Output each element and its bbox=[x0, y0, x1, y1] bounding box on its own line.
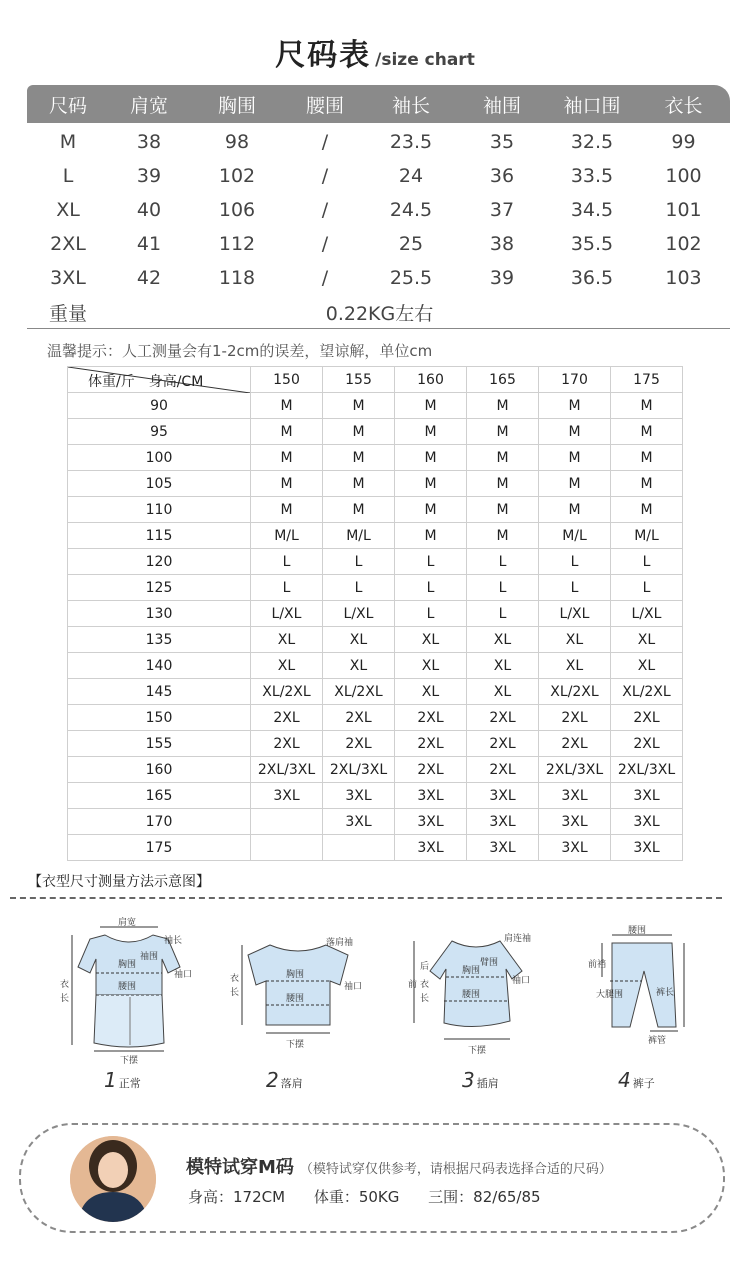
header-cell: 袖长 bbox=[391, 94, 430, 117]
model-title: 模特试穿M码 bbox=[186, 1157, 294, 1178]
size-suggestion-cell: M bbox=[251, 419, 323, 445]
size-suggestion-cell: 3XL bbox=[539, 809, 611, 835]
size-suggestion-cell: 3XL bbox=[611, 783, 683, 809]
size-suggestion-cell: 3XL bbox=[611, 835, 683, 861]
size-cell: 101 bbox=[665, 199, 702, 221]
size-suggestion-cell: XL bbox=[539, 627, 611, 653]
model-weight: 体重：50KG bbox=[313, 1188, 400, 1206]
size-suggestion-cell: 2XL bbox=[611, 705, 683, 731]
label-hem: 裤管 bbox=[648, 1036, 667, 1046]
figure-caption bbox=[618, 1068, 655, 1092]
recommend-row bbox=[68, 497, 683, 523]
size-suggestion-cell: XL bbox=[251, 627, 323, 653]
size-suggestion-cell: 3XL bbox=[611, 809, 683, 835]
size-suggestion-cell bbox=[251, 809, 323, 835]
size-suggestion-cell: 3XL bbox=[395, 835, 467, 861]
measurement-note: 温馨提示：人工测量会有1-2cm的误差，望谅解，单位cm bbox=[47, 342, 433, 360]
size-suggestion-cell: 2XL bbox=[539, 731, 611, 757]
size-suggestion-cell: L/XL bbox=[323, 601, 395, 627]
size-cell: / bbox=[321, 267, 329, 289]
size-suggestion-cell: M bbox=[395, 471, 467, 497]
size-suggestion-cell: L bbox=[395, 549, 467, 575]
size-suggestion-cell: M bbox=[323, 497, 395, 523]
figure-raglan bbox=[400, 915, 550, 1065]
size-suggestion-cell: L bbox=[251, 575, 323, 601]
height-cell: 165 bbox=[467, 367, 539, 393]
size-suggestion-cell bbox=[251, 835, 323, 861]
size-suggestion-cell: XL bbox=[395, 679, 467, 705]
size-suggestion-cell: XL bbox=[395, 653, 467, 679]
model-avatar bbox=[70, 1136, 156, 1222]
model-photo-icon bbox=[70, 1136, 156, 1222]
size-suggestion-cell: M bbox=[251, 497, 323, 523]
size-suggestion-cell: L bbox=[395, 575, 467, 601]
title-sub: /size chart bbox=[375, 50, 475, 70]
size-cell: 102 bbox=[665, 233, 702, 255]
size-suggestion-cell: L bbox=[467, 549, 539, 575]
size-suggestion-cell: M bbox=[467, 497, 539, 523]
weight-cell: 160 bbox=[68, 757, 251, 783]
figure-pants bbox=[588, 915, 698, 1065]
size-suggestion-cell: XL bbox=[611, 653, 683, 679]
size-suggestion-cell: M bbox=[467, 445, 539, 471]
label-length1: 衣 bbox=[60, 980, 70, 990]
size-suggestion-cell: M bbox=[539, 393, 611, 419]
label-length1: 衣 bbox=[230, 974, 240, 984]
size-cell: 41 bbox=[136, 233, 162, 255]
measure-section-title: 【衣型尺寸测量方法示意图】 bbox=[28, 874, 210, 890]
size-cell: XL bbox=[56, 199, 80, 221]
size-cell: 112 bbox=[218, 233, 256, 255]
size-suggestion-cell: 2XL bbox=[323, 731, 395, 757]
label-length1: 衣 bbox=[420, 980, 430, 990]
size-suggestion-cell: L bbox=[323, 549, 395, 575]
size-suggestion-cell: 2XL/3XL bbox=[611, 757, 683, 783]
label-waist: 腰围 bbox=[462, 990, 481, 1000]
size-suggestion-cell: M bbox=[611, 471, 683, 497]
label-cuff: 袖口 bbox=[174, 970, 193, 980]
recommend-row bbox=[68, 757, 683, 783]
model-measurements: 三围：82/65/85 bbox=[428, 1188, 541, 1206]
size-suggestion-cell: XL bbox=[611, 627, 683, 653]
size-suggestion-cell: M bbox=[395, 393, 467, 419]
size-suggestion-cell: 2XL bbox=[395, 705, 467, 731]
size-cell: 3XL bbox=[50, 267, 86, 289]
label-shoulder: 肩宽 bbox=[118, 918, 137, 928]
recommend-row bbox=[68, 419, 683, 445]
weight-label: 重量 bbox=[49, 303, 88, 325]
size-suggestion-cell: XL bbox=[467, 653, 539, 679]
size-suggestion-cell: L bbox=[323, 575, 395, 601]
model-title-note: （模特试穿仅供参考，请根据尺码表选择合适的尺码） bbox=[299, 1162, 612, 1177]
corner-cell bbox=[68, 367, 251, 393]
header-cell: 袖围 bbox=[482, 94, 521, 117]
size-cell: 98 bbox=[224, 131, 250, 153]
size-suggestion-cell: 3XL bbox=[395, 809, 467, 835]
size-suggestion-cell: L bbox=[395, 601, 467, 627]
recommend-row bbox=[68, 809, 683, 835]
size-suggestion-cell: L bbox=[611, 549, 683, 575]
recommend-row bbox=[68, 835, 683, 861]
size-suggestion-cell: 3XL bbox=[539, 783, 611, 809]
size-suggestion-cell: 2XL bbox=[539, 705, 611, 731]
size-suggestion-cell: L bbox=[251, 549, 323, 575]
caption-text: 落肩 bbox=[280, 1077, 303, 1090]
label-cuff: 袖口 bbox=[344, 982, 363, 992]
header-cell: 胸围 bbox=[217, 94, 256, 117]
model-title-line bbox=[186, 1153, 612, 1179]
header-cell: 尺码 bbox=[48, 94, 87, 117]
size-suggestion-cell: XL/2XL bbox=[251, 679, 323, 705]
size-suggestion-cell: 3XL bbox=[323, 783, 395, 809]
height-cell: 175 bbox=[611, 367, 683, 393]
size-suggestion-cell bbox=[323, 835, 395, 861]
size-suggestion-cell: L bbox=[539, 575, 611, 601]
label-length2: 长 bbox=[60, 994, 70, 1004]
size-cell: 34.5 bbox=[570, 199, 614, 221]
caption-num: 1 bbox=[104, 1068, 117, 1092]
weight-cell: 175 bbox=[68, 835, 251, 861]
model-stats-line bbox=[188, 1186, 565, 1207]
label-sleeve: 袖长 bbox=[164, 936, 183, 946]
size-suggestion-cell: 2XL bbox=[467, 705, 539, 731]
size-cell: 40 bbox=[136, 199, 162, 221]
weight-cell: 105 bbox=[68, 471, 251, 497]
label-waist: 腰围 bbox=[286, 994, 305, 1004]
size-suggestion-cell: XL bbox=[467, 679, 539, 705]
size-table-header bbox=[27, 85, 730, 123]
size-suggestion-cell: M/L bbox=[323, 523, 395, 549]
size-suggestion-cell: M bbox=[395, 419, 467, 445]
height-cell: 155 bbox=[323, 367, 395, 393]
label-front: 前 bbox=[408, 980, 418, 990]
size-row bbox=[27, 125, 730, 159]
size-suggestion-cell: L bbox=[467, 575, 539, 601]
caption-num: 3 bbox=[462, 1068, 475, 1092]
size-suggestion-cell: M bbox=[539, 471, 611, 497]
header-cell: 腰围 bbox=[305, 94, 344, 117]
label-chest: 胸围 bbox=[286, 970, 305, 980]
label-waist: 腰围 bbox=[118, 982, 137, 992]
size-suggestion-cell: M bbox=[611, 497, 683, 523]
size-suggestion-cell: M bbox=[539, 445, 611, 471]
size-suggestion-cell: M/L bbox=[611, 523, 683, 549]
header-cell: 衣长 bbox=[664, 94, 703, 117]
weight-cell: 125 bbox=[68, 575, 251, 601]
size-suggestion-cell: 2XL/3XL bbox=[323, 757, 395, 783]
weight-cell: 115 bbox=[68, 523, 251, 549]
recommend-row bbox=[68, 471, 683, 497]
figure-caption bbox=[462, 1068, 499, 1092]
size-suggestion-cell: 3XL bbox=[395, 783, 467, 809]
size-suggestion-cell: M bbox=[323, 445, 395, 471]
size-cell: L bbox=[62, 165, 74, 187]
size-suggestion-cell: M bbox=[395, 497, 467, 523]
label-rise: 前裆 bbox=[588, 960, 607, 970]
weight-cell: 165 bbox=[68, 783, 251, 809]
recommend-row bbox=[68, 653, 683, 679]
recommend-row bbox=[68, 783, 683, 809]
size-cell: / bbox=[321, 233, 329, 255]
figure-caption bbox=[266, 1068, 303, 1092]
size-suggestion-cell: M bbox=[467, 419, 539, 445]
size-suggestion-cell: M/L bbox=[251, 523, 323, 549]
size-suggestion-cell: L/XL bbox=[611, 601, 683, 627]
size-suggestion-cell: M bbox=[467, 393, 539, 419]
caption-text: 插肩 bbox=[476, 1077, 499, 1090]
figure-drop-shoulder bbox=[228, 915, 368, 1065]
header-cell: 肩宽 bbox=[129, 94, 168, 117]
size-suggestion-cell: 3XL bbox=[467, 809, 539, 835]
weight-row bbox=[27, 295, 730, 329]
size-suggestion-cell: 2XL bbox=[251, 705, 323, 731]
size-cell: 103 bbox=[665, 267, 702, 289]
label-sleeve-girth: 臂围 bbox=[480, 958, 499, 968]
size-suggestion-cell: 2XL bbox=[251, 731, 323, 757]
recommend-table bbox=[67, 366, 683, 861]
size-row bbox=[27, 227, 730, 261]
size-suggestion-cell: 2XL bbox=[323, 705, 395, 731]
size-suggestion-cell: M bbox=[395, 445, 467, 471]
label-thigh: 大腿围 bbox=[596, 990, 624, 1000]
size-suggestion-cell: 3XL bbox=[539, 835, 611, 861]
divider bbox=[27, 328, 730, 329]
header-cell: 袖口围 bbox=[563, 94, 621, 117]
size-cell: 35.5 bbox=[570, 233, 614, 255]
label-length2: 长 bbox=[420, 994, 430, 1004]
size-cell: / bbox=[321, 131, 329, 153]
size-suggestion-cell: M bbox=[611, 393, 683, 419]
recommend-row bbox=[68, 679, 683, 705]
label-length2: 长 bbox=[230, 988, 240, 998]
recommend-row bbox=[68, 393, 683, 419]
size-cell: 39 bbox=[489, 267, 515, 289]
size-suggestion-cell: XL/2XL bbox=[611, 679, 683, 705]
size-cell: / bbox=[321, 165, 329, 187]
size-suggestion-cell: XL/2XL bbox=[539, 679, 611, 705]
size-cell: 23.5 bbox=[389, 131, 433, 153]
size-suggestion-cell: M bbox=[251, 471, 323, 497]
size-cell: 25 bbox=[398, 233, 424, 255]
title-main: 尺码表 bbox=[275, 38, 372, 73]
page-title bbox=[0, 30, 750, 74]
size-cell: 24.5 bbox=[389, 199, 433, 221]
label-pants-length: 裤长 bbox=[656, 988, 675, 998]
recommend-row bbox=[68, 731, 683, 757]
size-suggestion-cell: M/L bbox=[539, 523, 611, 549]
size-cell: 24 bbox=[398, 165, 424, 187]
size-row bbox=[27, 261, 730, 295]
weight-cell: 150 bbox=[68, 705, 251, 731]
size-row bbox=[27, 159, 730, 193]
label-hem: 下摆 bbox=[286, 1040, 305, 1050]
label-back: 后 bbox=[420, 962, 430, 972]
height-cell: 150 bbox=[251, 367, 323, 393]
size-suggestion-cell: L bbox=[611, 575, 683, 601]
size-row bbox=[27, 193, 730, 227]
size-cell: 39 bbox=[136, 165, 162, 187]
label-raglan: 肩连袖 bbox=[504, 934, 532, 944]
label-sleeve-girth: 袖围 bbox=[140, 952, 159, 962]
size-suggestion-cell: M bbox=[323, 419, 395, 445]
size-suggestion-cell: M bbox=[323, 471, 395, 497]
size-cell: 38 bbox=[489, 233, 515, 255]
recommend-row bbox=[68, 549, 683, 575]
recommend-row bbox=[68, 705, 683, 731]
weight-cell: 145 bbox=[68, 679, 251, 705]
size-cell: 100 bbox=[665, 165, 702, 187]
size-suggestion-cell: M bbox=[251, 445, 323, 471]
size-suggestion-cell: 3XL bbox=[251, 783, 323, 809]
size-suggestion-cell: L/XL bbox=[251, 601, 323, 627]
weight-cell: 90 bbox=[68, 393, 251, 419]
size-suggestion-cell: L bbox=[467, 601, 539, 627]
weight-cell: 120 bbox=[68, 549, 251, 575]
size-suggestion-cell: M bbox=[467, 471, 539, 497]
size-cell: 106 bbox=[218, 199, 256, 221]
recommend-row bbox=[68, 627, 683, 653]
size-suggestion-cell: M bbox=[611, 419, 683, 445]
size-cell: 36 bbox=[489, 165, 515, 187]
caption-text: 正常 bbox=[118, 1077, 141, 1090]
size-cell: 33.5 bbox=[570, 165, 614, 187]
weight-cell: 95 bbox=[68, 419, 251, 445]
size-table-body bbox=[27, 125, 730, 329]
size-suggestion-cell: 3XL bbox=[467, 835, 539, 861]
size-cell: 37 bbox=[489, 199, 515, 221]
size-cell: 25.5 bbox=[389, 267, 433, 289]
size-suggestion-cell: L/XL bbox=[539, 601, 611, 627]
caption-num: 4 bbox=[618, 1068, 631, 1092]
size-suggestion-cell: 2XL/3XL bbox=[539, 757, 611, 783]
label-chest: 胸围 bbox=[118, 960, 137, 970]
size-suggestion-cell: 3XL bbox=[323, 809, 395, 835]
size-suggestion-cell: M bbox=[323, 393, 395, 419]
size-suggestion-cell: 3XL bbox=[467, 783, 539, 809]
height-cell: 170 bbox=[539, 367, 611, 393]
label-drop-sleeve: 落肩袖 bbox=[326, 938, 354, 948]
size-suggestion-cell: XL bbox=[467, 627, 539, 653]
caption-num: 2 bbox=[266, 1068, 279, 1092]
size-suggestion-cell: 2XL bbox=[467, 757, 539, 783]
size-suggestion-cell: M bbox=[611, 445, 683, 471]
size-cell: 2XL bbox=[50, 233, 86, 255]
label-hem: 下摆 bbox=[120, 1056, 139, 1065]
size-suggestion-cell: 2XL/3XL bbox=[251, 757, 323, 783]
size-cell: 99 bbox=[671, 131, 696, 153]
size-cell: 36.5 bbox=[570, 267, 614, 289]
size-suggestion-cell: 2XL bbox=[611, 731, 683, 757]
caption-text: 裤子 bbox=[632, 1077, 655, 1090]
label-hem: 下摆 bbox=[468, 1046, 487, 1056]
size-cell: 32.5 bbox=[570, 131, 614, 153]
size-suggestion-cell: L bbox=[539, 549, 611, 575]
height-cell: 160 bbox=[395, 367, 467, 393]
weight-cell: 135 bbox=[68, 627, 251, 653]
recommend-row bbox=[68, 601, 683, 627]
size-suggestion-cell: M bbox=[467, 523, 539, 549]
corner-label: 体重/斤 身高/CM bbox=[88, 374, 204, 390]
model-height: 身高：172CM bbox=[188, 1188, 286, 1206]
label-cuff: 袖口 bbox=[512, 976, 531, 986]
size-suggestion-cell: M bbox=[251, 393, 323, 419]
size-cell: 118 bbox=[218, 267, 256, 289]
size-suggestion-cell: 2XL bbox=[395, 731, 467, 757]
recommend-header-row bbox=[68, 367, 683, 393]
size-suggestion-cell: XL bbox=[323, 653, 395, 679]
size-suggestion-cell: M bbox=[539, 497, 611, 523]
weight-cell: 100 bbox=[68, 445, 251, 471]
weight-cell: 130 bbox=[68, 601, 251, 627]
label-waist: 腰围 bbox=[628, 926, 647, 936]
weight-value: 0.22KG左右 bbox=[325, 303, 434, 325]
dashed-divider bbox=[10, 897, 722, 899]
size-cell: 38 bbox=[136, 131, 162, 153]
size-cell: M bbox=[59, 131, 77, 153]
size-suggestion-cell: XL bbox=[395, 627, 467, 653]
size-suggestion-cell: 2XL bbox=[395, 757, 467, 783]
size-suggestion-cell: XL bbox=[251, 653, 323, 679]
size-cell: 102 bbox=[218, 165, 256, 187]
size-cell: 42 bbox=[136, 267, 162, 289]
size-cell: / bbox=[321, 199, 329, 221]
recommend-row bbox=[68, 575, 683, 601]
size-suggestion-cell: XL bbox=[323, 627, 395, 653]
size-suggestion-cell: 2XL bbox=[467, 731, 539, 757]
label-chest: 胸围 bbox=[462, 966, 481, 976]
weight-cell: 170 bbox=[68, 809, 251, 835]
size-suggestion-cell: M bbox=[395, 523, 467, 549]
weight-cell: 110 bbox=[68, 497, 251, 523]
size-suggestion-cell: XL bbox=[539, 653, 611, 679]
size-cell: 35 bbox=[489, 131, 515, 153]
weight-cell: 140 bbox=[68, 653, 251, 679]
recommend-row bbox=[68, 445, 683, 471]
weight-cell: 155 bbox=[68, 731, 251, 757]
recommend-row bbox=[68, 523, 683, 549]
figure-normal-shirt bbox=[60, 915, 200, 1065]
figure-caption bbox=[104, 1068, 141, 1092]
size-suggestion-cell: XL/2XL bbox=[323, 679, 395, 705]
size-suggestion-cell: M bbox=[539, 419, 611, 445]
